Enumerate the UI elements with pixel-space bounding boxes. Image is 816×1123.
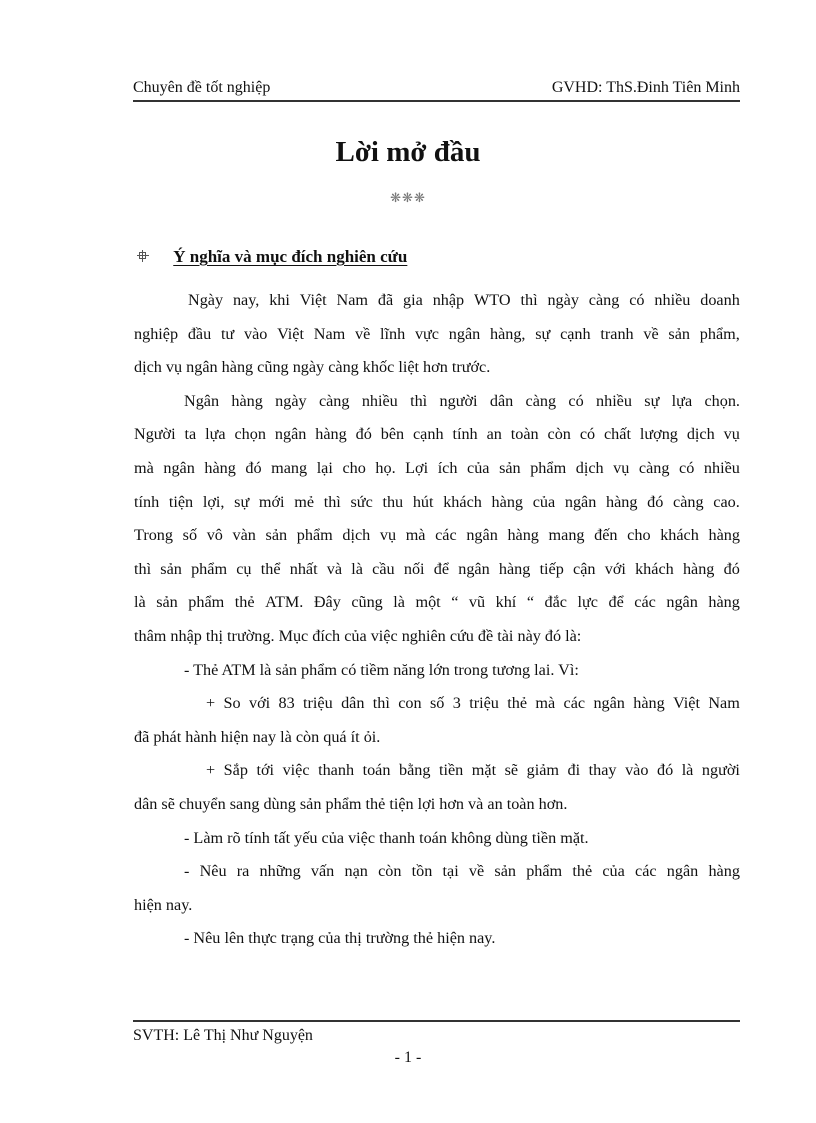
text-line: thâm nhập thị trường. Mục đích của việc nghiên cứu đề tài này đó là: <box>134 626 582 645</box>
text-line: + Sắp tới việc thanh toán bằng tiền mặt sẽ giảm đi thay vào đó là người <box>206 761 740 780</box>
text-line: mà ngân hàng đó mang lại cho họ. Lợi ích của sản phẩm dịch vụ càng có nhiều <box>134 458 740 477</box>
text-line: là sản phẩm thẻ ATM. Đây cũng là một “ vũ khí “ đắc lực để các ngân hàng <box>134 593 740 612</box>
text-line: - Làm rõ tính tất yếu của việc thanh toán không dùng tiền mặt. <box>184 828 589 847</box>
text-line: - Nêu ra những vấn nạn còn tồn tại về sản phẩm thẻ của các ngân hàng <box>184 862 740 881</box>
section-heading <box>137 247 407 267</box>
text-line: thì sản phẩm cụ thể nhất và là cầu nối để ngân hàng tiếp cận với khách hàng đó <box>134 559 740 578</box>
header-supervisor: GVHD: ThS.Đinh Tiên Minh <box>551 79 740 96</box>
crosshair-bullet-icon <box>137 250 149 262</box>
ornament-stars-icon: ❋❋❋ <box>390 190 426 205</box>
text-line: + So với 83 triệu dân thì con số 3 triệu thẻ mà các ngân hàng Việt Nam <box>206 694 740 713</box>
text-line: tính tiện lợi, sự mới mẻ thì sức thu hút khách hàng của ngân hàng đó càng cao. <box>134 492 740 511</box>
body-text <box>134 284 740 956</box>
header-topic: Chuyên đề tốt nghiệp <box>133 79 271 96</box>
text-line: Ngân hàng ngày càng nhiều thì người dân càng có nhiều sự lựa chọn. <box>184 391 740 410</box>
footer-author: SVTH: Lê Thị Như Nguyện <box>133 1027 313 1044</box>
text-line: - Nêu lên thực trạng của thị trường thẻ hiện nay. <box>184 929 496 948</box>
text-line: đã phát hành hiện nay là còn quá ít ỏi. <box>134 727 381 746</box>
text-line: Trong số vô vàn sản phẩm dịch vụ mà các ngân hàng mang đến cho khách hàng <box>134 526 740 545</box>
text-line: - Thẻ ATM là sản phẩm có tiềm năng lớn trong tương lai. Vì: <box>184 660 579 679</box>
page-footer <box>133 1020 740 1044</box>
text-line: nghiệp đầu tư vào Việt Nam về lĩnh vực ngân hàng, sự cạnh tranh về sản phẩm, <box>134 324 740 343</box>
text-line: dân sẽ chuyển sang dùng sản phẩm thẻ tiện lợi hơn và an toàn hơn. <box>134 794 568 813</box>
text-line: dịch vụ ngân hàng cũng ngày càng khốc liệt hơn trước. <box>134 358 491 377</box>
page-header <box>133 76 740 102</box>
text-line: Ngày nay, khi Việt Nam đã gia nhập WTO thì ngày càng có nhiều doanh <box>188 291 740 309</box>
text-line: hiện nay. <box>134 895 193 914</box>
text-line: Người ta lựa chọn ngân hàng đó bên cạnh tính an toàn còn có chất lượng dịch vụ <box>134 425 740 444</box>
page-number: - 1 - <box>394 1049 422 1066</box>
page-title: Lời mở đầu <box>335 136 481 168</box>
section-heading-text: Ý nghĩa và mục đích nghiên cứu <box>173 247 408 266</box>
